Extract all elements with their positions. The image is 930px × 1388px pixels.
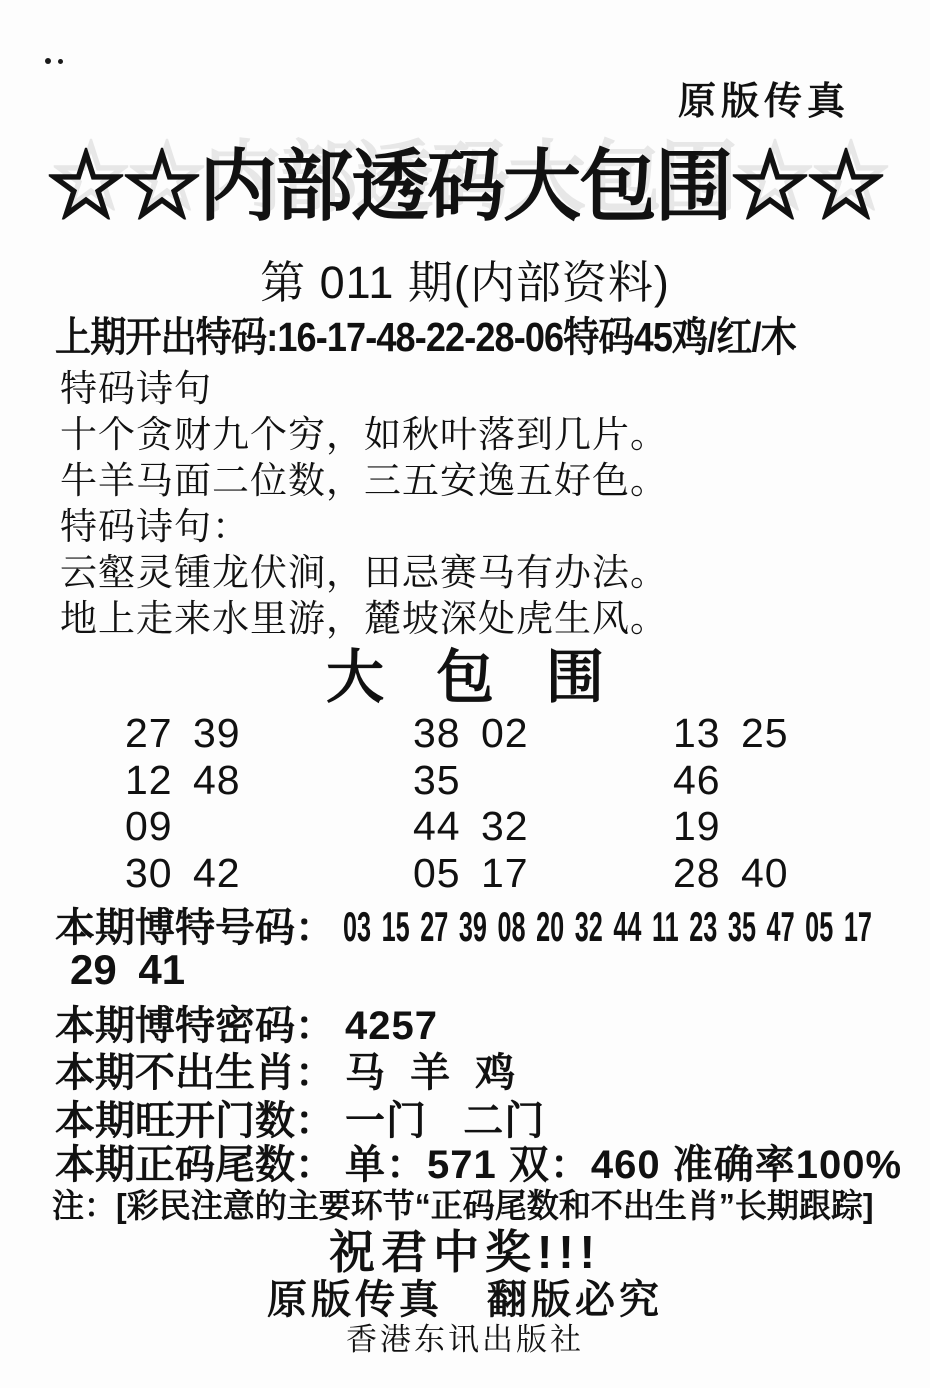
publisher-name: 香港东讯出版社 bbox=[346, 1322, 584, 1357]
last-draw-result-line: 上期开出特码:16-17-48-22-28-06特码45鸡/红/木 bbox=[55, 314, 796, 360]
poem-header-1: 特码诗句 bbox=[60, 368, 212, 409]
issue-number-line: 第 011 期(内部资料) bbox=[260, 257, 670, 308]
poem-header-2: 特码诗句： bbox=[60, 506, 250, 547]
fax-speckle-dot bbox=[58, 59, 63, 64]
encirclement-section-title: 大包围 bbox=[325, 645, 656, 710]
grid-cell: 12 48 bbox=[125, 756, 241, 803]
bote-numbers-values: 03 15 27 39 08 20 32 44 11 23 35 47 05 17 bbox=[343, 903, 872, 950]
lucky-doors-label: 本期旺开门数： bbox=[55, 1099, 335, 1143]
corner-mark-original-fax: 原版传真 bbox=[677, 81, 850, 123]
excluded-zodiac-value: 马 羊 鸡 bbox=[345, 1051, 517, 1095]
grid-cell: 05 17 bbox=[413, 849, 529, 896]
grid-cell: 44 32 bbox=[413, 803, 529, 849]
bote-password-label: 本期博特密码： bbox=[55, 1004, 335, 1048]
reader-note: 注：[彩民注意的主要环节“正码尾数和不出生肖”长期跟踪] bbox=[52, 1187, 874, 1224]
lucky-doors-value: 一门 二门 bbox=[345, 1099, 546, 1143]
poems-block bbox=[60, 366, 668, 642]
grid-cell: 09 bbox=[125, 803, 173, 849]
winning-wish: 祝君中奖!!! bbox=[329, 1226, 601, 1278]
grid-cell: 27 39 bbox=[125, 710, 241, 756]
excluded-zodiac-label: 本期不出生肖： bbox=[55, 1051, 335, 1095]
bote-numbers-continued: 29 41 bbox=[70, 946, 186, 993]
grid-cell: 30 42 bbox=[125, 849, 241, 896]
grid-cell: 35 bbox=[413, 756, 461, 803]
fax-speckle-dot bbox=[45, 58, 51, 64]
grid-row bbox=[0, 757, 930, 804]
grid-cell: 38 02 bbox=[413, 710, 529, 756]
bote-numbers-line bbox=[55, 896, 930, 953]
grid-cell: 28 40 bbox=[673, 849, 789, 896]
encirclement-number-grid bbox=[0, 710, 930, 896]
bote-password-value: 4257 bbox=[345, 1004, 438, 1048]
poem-1-line-1: 十个贪财九个穷，如秋叶落到几片。 bbox=[60, 414, 668, 455]
copyright-line: 原版传真 翻版必究 bbox=[267, 1278, 663, 1322]
poem-2-line-1: 云壑灵锺龙伏涧，田忌赛马有办法。 bbox=[60, 552, 668, 593]
grid-cell: 13 25 bbox=[673, 710, 789, 756]
grid-row bbox=[0, 803, 930, 850]
poem-1-line-2: 牛羊马面二位数，三五安逸五好色。 bbox=[60, 460, 668, 501]
number-tails-value: 单：571 双：460 准确率100% bbox=[345, 1143, 903, 1187]
poem-2-line-2: 地上走来水里游，麓坡深处虎生风。 bbox=[60, 598, 668, 639]
grid-row bbox=[0, 710, 930, 757]
number-tails-label: 本期正码尾数： bbox=[55, 1143, 335, 1187]
grid-cell: 19 bbox=[673, 803, 721, 849]
bote-numbers-label: 本期博特号码： bbox=[55, 906, 335, 950]
page-title: ☆☆内部透码大包围☆☆ bbox=[46, 141, 883, 232]
grid-cell: 46 bbox=[673, 756, 721, 803]
grid-row bbox=[0, 850, 930, 897]
